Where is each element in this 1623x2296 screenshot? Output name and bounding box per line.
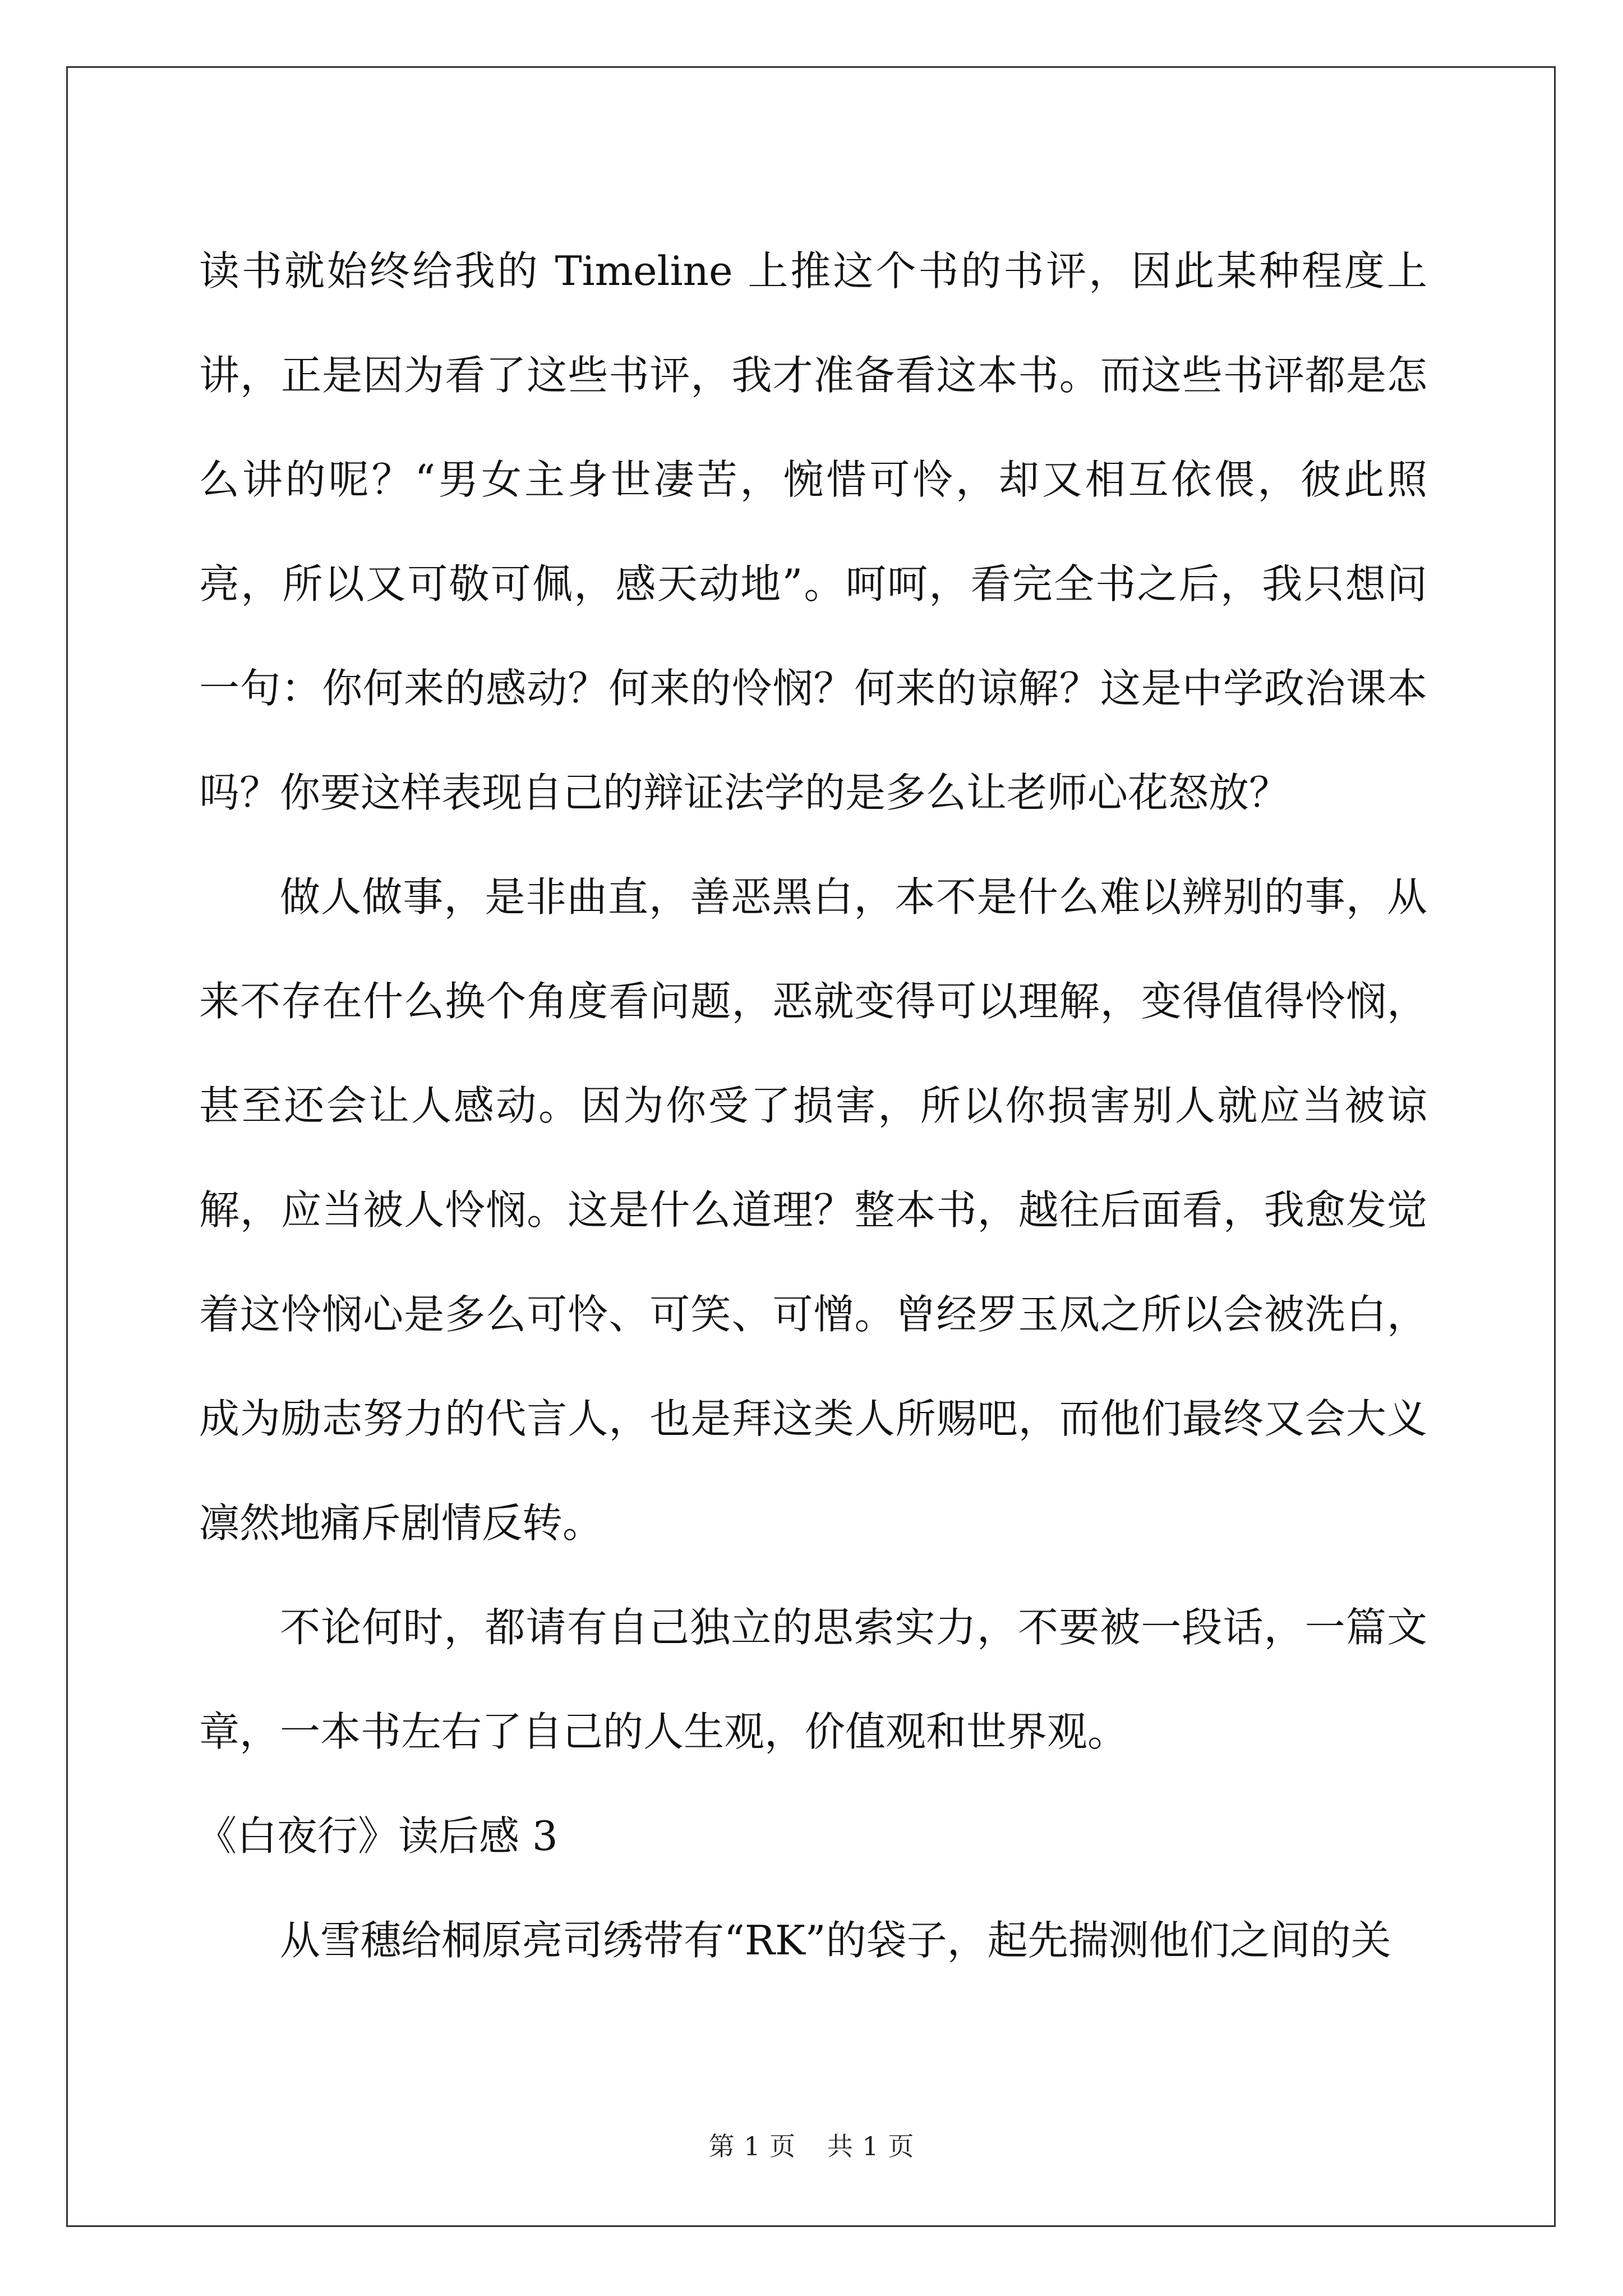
paragraph-4: 从雪穗给桐原亮司绣带有“RK”的袋子，起先揣测他们之间的关: [280, 1917, 1391, 1964]
paragraph-3: 不论何时，都请有自己独立的思索实力，不要被一段话，一篇文章，一本书左右了自己的人生观，价值观和世界观。: [199, 1604, 1427, 1755]
section-heading: 《白夜行》读后感 3: [196, 1812, 558, 1860]
page-number: 第 1 页: [708, 2131, 796, 2161]
paragraph-2: 做人做事，是非曲直，善恶黑白，本不是什么难以辨别的事，从来不存在什么换个角度看问题，恶就变得可以理解，变得值得怜悯，甚至还会让人感动。因为你受了损害，所以你损害别人就应当被谅解，应当被人怜悯。这是什么道理？整本书，越往后面看，我愈发觉着这怜悯心是多么可怜、可笑、可憎。曾经罗玉凤之所以会被洗白，成为励志努力的代言人，也是拜这类人所赐吧，而他们最终又会大义凛然地痛斥剧情反转。: [199, 873, 1427, 1547]
page-footer: [0, 2126, 1623, 2163]
page-total: 共 1 页: [827, 2131, 915, 2161]
paragraph-1: 读书就始终给我的 Timeline 上推这个书的书评，因此某种程度上讲，正是因为看了这些书评，我才准备看这本书。而这些书评都是怎么讲的呢？“男女主身世凄苦，惋惜可怜，却又相互依偎，彼此照亮，所以又可敬可佩，感天动地”。呵呵，看完全书之后，我只想问一句：你何来的感动？何来的怜悯？何来的谅解？这是中学政治课本吗？你要这样表现自己的辩证法学的是多么让老师心花怒放？: [199, 247, 1427, 816]
document-body: [196, 219, 1427, 1993]
